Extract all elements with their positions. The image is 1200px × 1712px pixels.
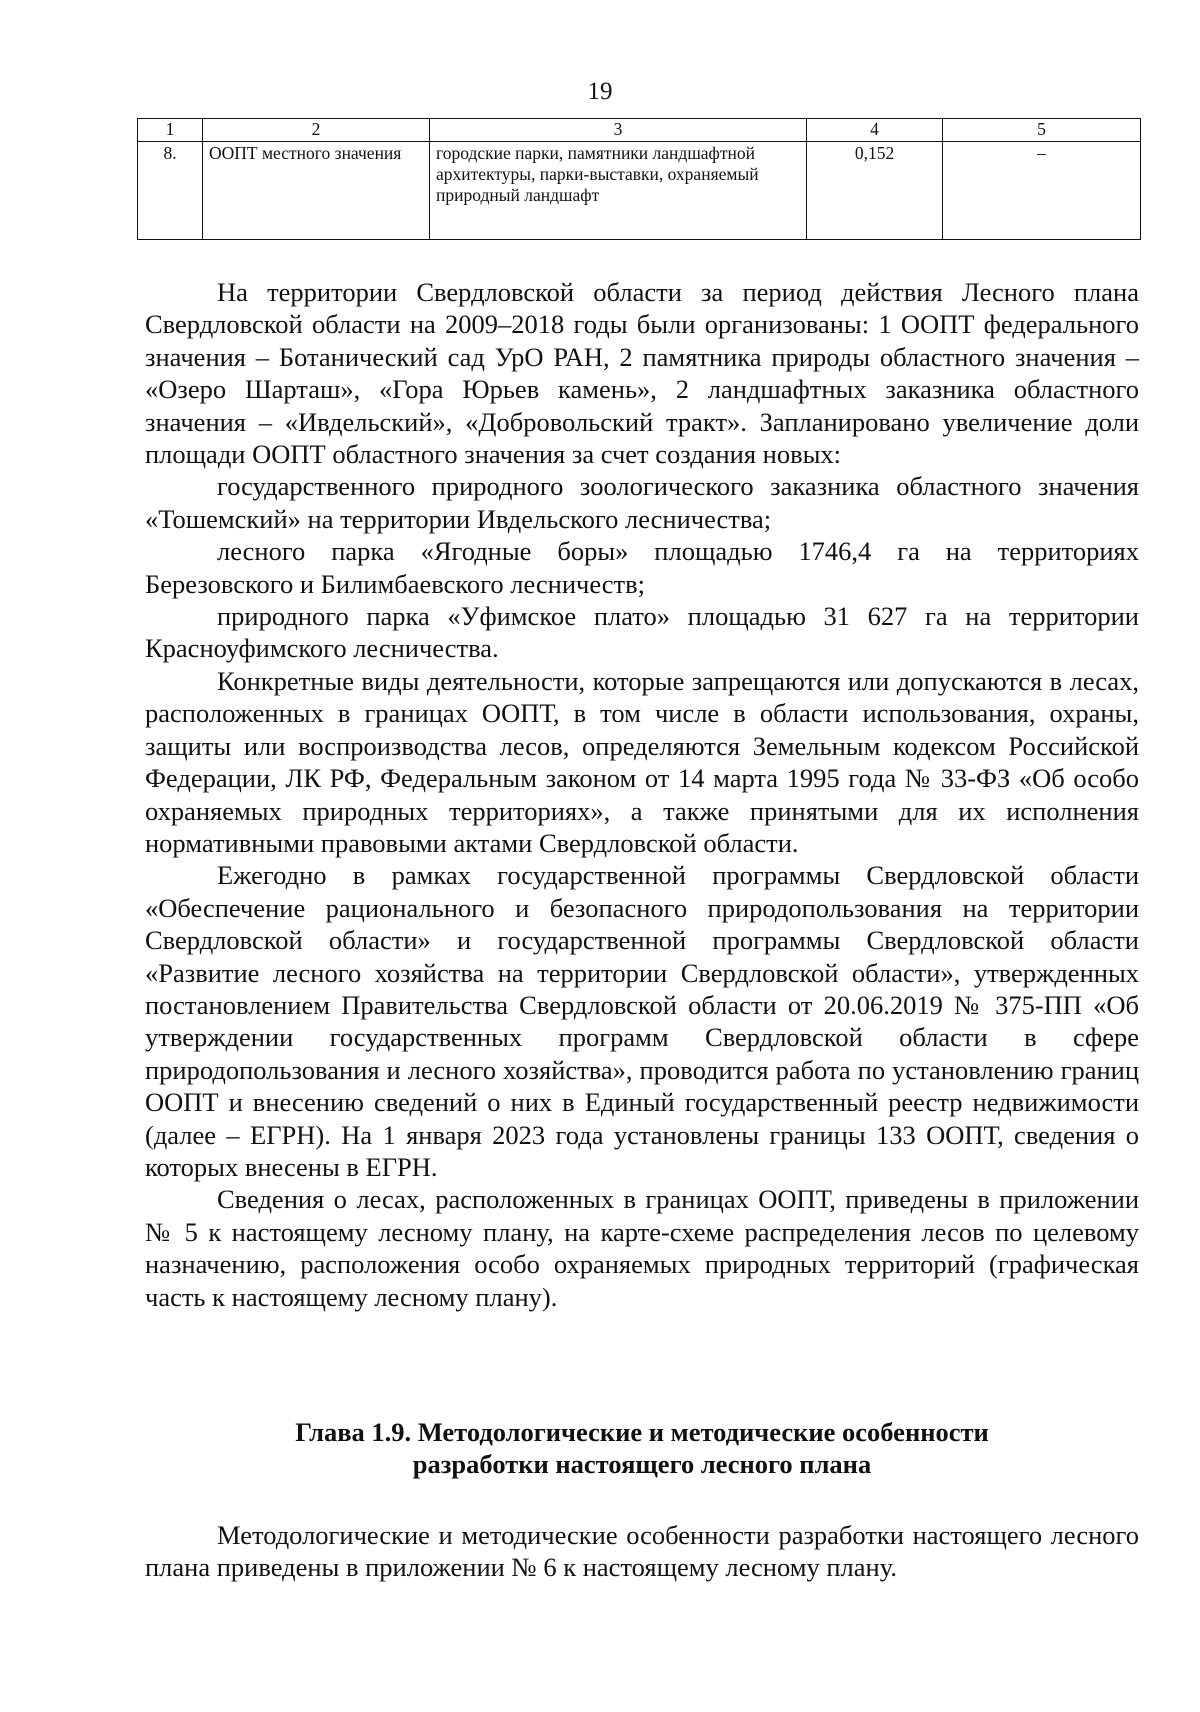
value-cell: 0,152 (807, 142, 943, 240)
row-number-cell: 8. (138, 142, 203, 240)
table-header-row (138, 119, 1141, 142)
chapter-heading-line: разработки настоящего лесного плана (412, 1449, 872, 1480)
paragraph: лесного парка «Ягодные боры» площадью 1746,4 га на территориях Березовского и Билимбаевского лесничеств; (145, 536, 1139, 599)
category-cell: ООПТ местного значения (203, 142, 430, 240)
paragraph: Сведения о лесах, расположенных в границах ООПТ, приведены в приложении № 5 к настоящему лесному плану, на карте-схеме распределения лесов по целевому назначению, расположения особо охраняемых природных территорий (графическая часть к настоящему лесному плану). (145, 1184, 1139, 1312)
table-header-cell: 4 (807, 119, 943, 142)
note-cell: – (943, 142, 1141, 240)
table-header-cell: 3 (430, 119, 807, 142)
page-number: 19 (587, 78, 613, 105)
body-text (145, 276, 1139, 1313)
paragraph: Методологические и методические особенности разработки настоящего лесного плана приведены в приложении № 6 к настоящему лесному плану. (145, 1520, 1139, 1583)
paragraph: На территории Свердловской области за период действия Лесного плана Свердловской области на 2009–2018 годы были организованы: 1 ООПТ федерального значения – Ботанический сад УрО РАН, 2 памятника природы областного значения – «Озеро Шарташ», «Гора Юрьев камень», 2 ландшафтных заказника областного значения – «Ивдельский», «Добровольский тракт». Запланировано увеличение доли площади ООПТ областного значения за счет создания новых: (145, 277, 1139, 470)
table-row (138, 142, 1141, 240)
table-header-cell: 1 (138, 119, 203, 142)
paragraph: государственного природного зоологического заказника областного значения «Тошемский» на территории Ивдельского лесничества; (145, 471, 1139, 534)
chapter-heading (145, 1416, 1139, 1481)
table-header-cell: 2 (203, 119, 430, 142)
table-header-cell: 5 (943, 119, 1141, 142)
paragraph: Конкретные виды деятельности, которые запрещаются или допускаются в лесах, расположенных в границах ООПТ, в том числе в области использования, охраны, защиты или воспроизводства лесов, определяются Земельным кодексом Российской Федерации, ЛК РФ, Федеральным законом от 14 марта 1995 года № 33-ФЗ «Об особо охраняемых природных территориях», а также принятыми для их исполнения нормативными правовыми актами Свердловской области. (145, 665, 1139, 858)
chapter-body (145, 1519, 1139, 1584)
paragraph: Ежегодно в рамках государственной программы Свердловской области «Обеспечение рационального и безопасного природопользования на территории Свердловской области» и государственной программы Свердловской области «Развитие лесного хозяйства на территории Свердловской области», утвержденных постановлением Правительства Свердловской области от 20.06.2019 № 375-ПП «Об утверждении государственных программ Свердловской области в сфере природопользования и лесного хозяйства», проводится работа по установлению границ ООПТ и внесению сведений о них в Единый государственный реестр недвижимости (далее – ЕГРН). На 1 января 2023 года установлены границы 133 ООПТ, сведения о которых внесены в ЕГРН. (145, 860, 1139, 1182)
types-cell: городские парки, памятники ландшафтной архитектуры, парки-выставки, охраняемый природный ландшафт (430, 142, 807, 240)
paragraph: природного парка «Уфимское плато» площадью 31 627 га на территории Красноуфимского лесничества. (145, 601, 1139, 664)
chapter-heading-line: Глава 1.9. Методологические и методические особенности (295, 1417, 989, 1447)
forest-protected-areas-table (137, 118, 1141, 240)
